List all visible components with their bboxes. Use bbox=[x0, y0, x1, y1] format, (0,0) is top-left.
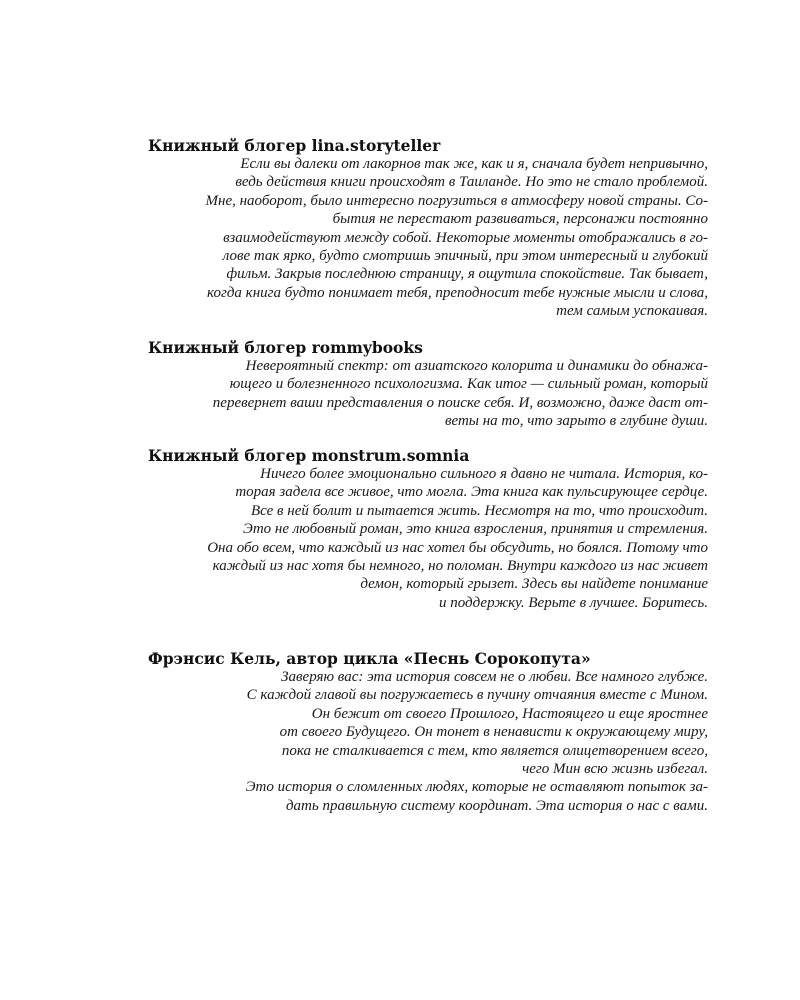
review-line: С каждой главой вы погружаетесь в пучину отчаяния вместе с Мином. bbox=[246, 687, 708, 704]
review-line: Заверяю вас: эта история совсем не о любви. Все намного глубже. bbox=[281, 669, 708, 685]
review-author: Книжный блогер lina.storyteller bbox=[148, 136, 441, 155]
review-line: тем самым успокаивая. bbox=[556, 303, 708, 320]
review-line: и поддержку. Верьте в лучшее. Боритесь. bbox=[439, 594, 708, 611]
review-text bbox=[128, 155, 708, 321]
review-line: ведь действия книги происходят в Таиланде. Но это не стало проблемой. bbox=[235, 174, 708, 191]
review-line: Это история о сломленных людях, которые не оставляют попыток за- bbox=[245, 779, 708, 796]
review-lina-storyteller bbox=[128, 136, 708, 321]
review-monstrum-somnia bbox=[128, 446, 708, 612]
review-author: Книжный блогер monstrum.somnia bbox=[148, 446, 470, 465]
review-line: Он бежит от своего Прошлого, Настоящего и еще яростнее bbox=[311, 705, 708, 722]
review-line: каждый из нас хотя бы немного, но поломан. Внутри каждого из нас живет bbox=[212, 558, 708, 575]
review-text bbox=[128, 668, 708, 815]
review-line: пока не сталкивается с тем, кто является олицетворением всего, bbox=[281, 742, 708, 759]
review-text bbox=[128, 357, 708, 431]
review-line: бытия не перестают развиваться, персонажи постоянно bbox=[332, 211, 708, 228]
review-line: Невероятный спектр: от азиатского колорита и динамики до обнажа- bbox=[245, 358, 708, 374]
review-author: Книжный блогер rommybooks bbox=[148, 338, 423, 357]
review-line: демон, который грызет. Здесь вы найдете понимание bbox=[360, 576, 708, 593]
review-rommybooks bbox=[128, 338, 708, 431]
review-line: Она обо всем, что каждый из нас хотел бы обсудить, но боялся. Потому что bbox=[207, 539, 708, 556]
review-line: Все в ней болит и пытается жить. Несмотря на то, что происходит. bbox=[251, 502, 708, 519]
review-line: Если вы далеки от лакорнов так же, как и я, сначала будет непривычно, bbox=[240, 156, 708, 172]
review-line: Мне, наоборот, было интересно погрузиться в атмосферу новой страны. Со- bbox=[205, 192, 708, 209]
review-author: Фрэнсис Кель, автор цикла «Песнь Сорокопута» bbox=[148, 649, 591, 668]
review-line: чего Мин всю жизнь избегал. bbox=[522, 761, 708, 778]
review-line: когда книга будто понимает тебя, преподносит тебе нужные мысли и слова, bbox=[207, 284, 708, 301]
review-line: от своего Будущего. Он тонет в ненависти к окружающему миру, bbox=[279, 724, 708, 741]
review-line: лове так ярко, будто смотришь эпичный, при этом интересный и глубокий bbox=[222, 248, 708, 265]
review-line: ющего и болезненного психологизма. Как итог — сильный роман, который bbox=[229, 376, 708, 393]
review-line: фильм. Закрыв последнюю страницу, я ощутила спокойствие. Так бывает, bbox=[226, 266, 708, 283]
review-text bbox=[128, 465, 708, 612]
review-line: веты на то, что зарыто в глубине души. bbox=[445, 413, 708, 430]
review-line: взаимодействуют между собой. Некоторые моменты отображались в го- bbox=[223, 229, 708, 246]
review-line: дать правильную систему координат. Эта история о нас с вами. bbox=[285, 797, 708, 814]
review-line: торая задела все живое, что могла. Эта книга как пульсирующее сердце. bbox=[235, 484, 708, 501]
review-line: Это не любовный роман, это книга взросления, принятия и стремления. bbox=[243, 521, 708, 538]
review-line: Ничего более эмоционально сильного я давно не читала. История, ко- bbox=[260, 466, 708, 482]
review-frances-kel bbox=[128, 649, 708, 815]
review-line: перевернет ваши представления о поиске себя. И, возможно, даже даст от- bbox=[212, 394, 708, 411]
